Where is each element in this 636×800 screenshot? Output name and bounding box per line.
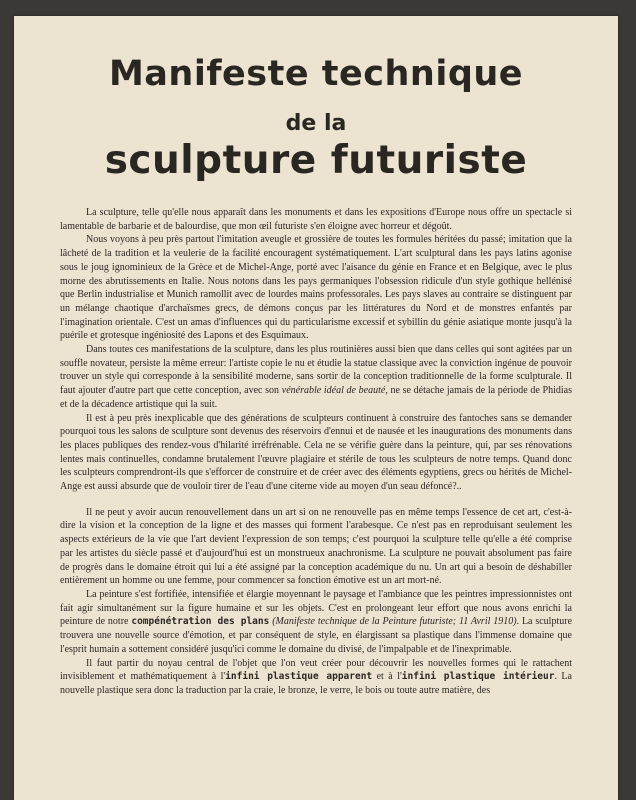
title-line-1: Manifeste technique [108,54,524,94]
paragraph-7-text: Il faut partir du noyau central de l'objet que l'on veut créer pour découvrir les nouvelles formes qui le rattachent invisiblement et mathématiquement à l' [60,657,572,683]
paragraph-6-bold: compénétration des plans [131,616,270,628]
paragraph-7-text-mid: et à l' [372,671,402,683]
paragraph-5: Il ne peut y avoir aucun renouvellement dans un art si on ne renouvelle pas en même temps l'essence de cet art, c'est-à-dire la vision et la conception de la ligne et des masses qui forment l'arabesque. Ce n'est pas en reproduisant seulement les aspects extérieurs de la vie que l'art devient l'expression de son temps; c'est pourquoi la sculpture telle qu'elle a été comprise par les artistes du siècle passé et d'aujourd'hui est un monstrueux anachronisme. La sculpture ne pouvait absolument pas faire de progrès dans le domaine étroit qui lui a été assigné par la conception académique du nu. Un art qui a besoin de déshabiller entièrement un homme ou une femme, pour commencer sa fonction émotive est un art mort-né. [60,506,572,587]
paragraph-3-text: Dans toutes ces manifestations de la sculpture, dans les plus routinières aussi bien que dans celles qui sont agitées par un souffle novateur, persiste la même erreur: l'artiste copie le nu et étudie la statue classique avec la conviction ingénue de pouvoir trouver un style qui corresponde à la sensibilité moderne, sans sortir de la conception traditionnelle de la forme sculpturale. Il faut ajouter d'autre part que cette conception, avec son [60,344,572,397]
title-line-2: de la [285,111,347,136]
paragraph-3-emphasis: vénérable idéal de beauté [281,385,386,397]
paragraph-3-text-end: , ne se détache jamais de la période de Phidias et de la décadence artistique qui la suit. [60,385,572,410]
paragraph-3 [60,343,572,412]
paragraph-6-emphasis: (Manifeste technique de la Peinture futuriste; 11 Avril 1910) [272,616,517,628]
paragraph-6-text: La peinture s'est fortifiée, intensifiée et élargie moyennant le paysage et l'ambiance que les peintres impressionnistes ont fait agir simultanément sur la figure humaine et sur les objets. C'est en prolongeant leur effort que nous avons enrichi la peinture de notre [60,588,572,628]
paragraph-7-bold-2: infini plastique intérieur [401,671,555,683]
manifesto-body [60,206,572,698]
title-line-3: sculpture futuriste [104,138,528,183]
paragraph-7-text-end: . La nouvelle plastique sera donc la traduction par la craie, le bronze, le verre, le bois ou toute autre matière, des [60,671,572,696]
document-page [14,16,618,800]
paragraph-6 [60,588,572,657]
paragraph-1: La sculpture, telle qu'elle nous apparaît dans les monuments et dans les expositions d'Europe nous offre un spectacle si lamentable de barbarie et de balourdise, que mon œil futuriste s'en éloigne avec horreur et dégoût. [60,207,572,232]
paragraph-6-text-end: . La sculpture trouvera une nouvelle source d'émotion, et par conséquent de style, en élargissant sa plastique dans l'immense domaine que l'esprit humain a sottement considéré jusqu'ici comme le domaine du divisé, de l'impalpable et de l'inexprimable. [60,616,573,655]
paragraph-7-bold-1: infini plastique apparent [225,671,373,683]
paragraph-2: Nous voyons à peu près partout l'imitation aveugle et grossière de toutes les formules héritées du passé; imitation que la lâcheté de la tradition et la veulerie de la facilité encouragent systématiquement. L'art sculptural dans les pays latins agonise sous le joug ignominieux de la Grèce et de Michel-Ange, porté avec l'aisance du génie en France et en Belgique, avec le plus morne des abrutissements en Italie. Nous notons dans les pays germaniques l'obsession ridicule d'un style gothique hellénisé que Berlin industrialise et Munich ramollit avec de lourdes mains professorales. Les pays slaves au contraire se distinguent par un mélange chaotique d'archaïsmes grecs, de démons conçus par les littératures du Nord et de monstres enfantés par l'imagination orientale. C'est un amas d'influences qui du particularisme excessif et sybillin du génie asiatique monte jusqu'à la puérile et grotesque ingéniosité des Lapons et des Esquimaux. [60,234,572,342]
paragraph-7 [60,657,572,698]
paragraph-4: Il est à peu près inexplicable que des générations de sculpteurs continuent à construire des fantoches sans se demander pourquoi tous les salons de sculpture sont devenus des réservoirs d'ennui et de nausée et les inaugurations des monuments dans les places publiques des rendez-vous d'hilarité irréfrénable. Cela ne se vérifie guère dans la peinture, qui, par ses rénovations lentes mais continuelles, condamne brutalement l'œuvre plagiaire et stérile de tous les sculpteurs de notre temps. Quand donc les sculpteurs comprendront-ils que s'efforcer de construire et de créer avec des éléments egyptiens, grecs ou hérités de Michel-Ange est aussi absurde que de vouloir tirer de l'eau d'une citerne vide au moyen d'un seau défoncé?.. [60,412,572,493]
